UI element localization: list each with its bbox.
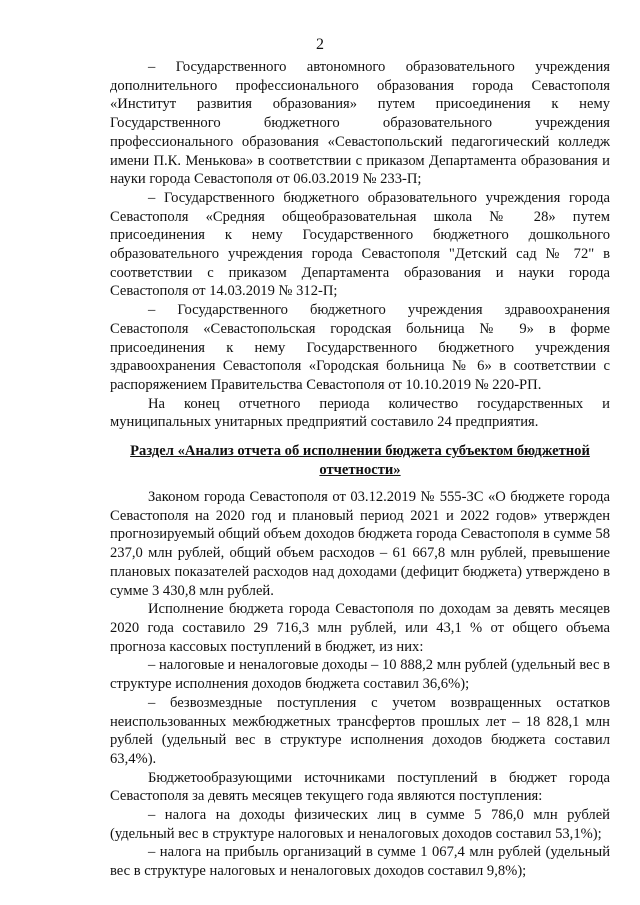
paragraph-reorganization-school-28: – Государственного бюджетного образовательного учреждения города Севастополя «Средняя общеобразовательная школа № 28» путем присоединения к нему Государственного бюджетного дошкольного образовательного учреждения города Севастополя "Детский сад № 72" в соответствии с приказом Департамента образования и науки города Севастополя от 14.03.2019 № 312-П; — [110, 189, 610, 300]
page-number: 2 — [316, 36, 324, 53]
document-body — [110, 58, 610, 881]
list-item-personal-income-tax: – налога на доходы физических лиц в сумме 5 786,0 млн рублей (удельный вес в структуре налоговых и неналоговых доходов составил 53,1%); — [110, 807, 610, 842]
paragraph-reorganization-education-institute: – Государственного автономного образовательного учреждения дополнительного профессионального образования города Севастополя «Институт развития образования» путем присоединения к нему Государственного бюджетного образовательного учреждения профессионального образования «Севастопольский педагогический колледж имени П.К. Менькова» в соответствии с приказом Департамента образования и науки города Севастополя от 06.03.2019 № 233-П; — [110, 59, 610, 188]
list-item-tax-revenues: – налоговые и неналоговые доходы – 10 888,2 млн рублей (удельный вес в структуре исполнения доходов бюджета составил 36,6%); — [110, 657, 610, 693]
paragraph-revenue-execution: Исполнение бюджета города Севастополя по доходам за девять месяцев 2020 года составило 29 716,3 млн рублей, или 43,1 % от общего объема прогноза кассовых поступлений в бюджет, из них: — [110, 601, 610, 655]
paragraph-unitary-enterprises-count: На конец отчетного периода количество государственных и муниципальных унитарных предприятий составило 24 предприятия. — [110, 395, 610, 431]
list-item-corporate-profit-tax: – налога на прибыль организаций в сумме 1 067,4 млн рублей (удельный вес в структуре налоговых и неналоговых доходов составил 9,8%); — [110, 844, 610, 880]
list-item-gratuitous-receipts: – безвозмездные поступления с учетом возвращенных остатков неиспользованных межбюджетных трансфертов прошлых лет – 18 828,1 млн рублей (удельный вес в структуре исполнения доходов бюджета составил 63,4%). — [110, 694, 610, 767]
paragraph-reorganization-hospital-9: – Государственного бюджетного учреждения здравоохранения Севастополя «Севастопольская городская больница № 9» в форме присоединения к нему Государственного бюджетного учреждения здравоохранения Севастополя «Городская больница № 6» в соответствии с распоряжением Правительства Севастополя от 10.10.2019 № 220-РП. — [110, 302, 610, 393]
paragraph-budget-law: Законом города Севастополя от 03.12.2019 № 555-ЗС «О бюджете города Севастополя на 2020 год и плановый период 2021 и 2022 годов» утвержден прогнозируемый общий объем доходов бюджета города Севастополя в сумме 58 237,0 млн рублей, общий объем расходов – 61 667,8 млн рублей, превышение плановых показателей расходов над доходами (дефицит бюджета) утверждено в сумме 3 430,8 млн рублей. — [110, 489, 610, 599]
paragraph-budget-forming-sources: Бюджетообразующими источниками поступлений в бюджет города Севастополя за девять месяцев текущего года являются поступления: — [110, 769, 610, 805]
section-heading: Раздел «Анализ отчета об исполнении бюджета субъектом бюджетной отчетности» — [130, 443, 590, 479]
